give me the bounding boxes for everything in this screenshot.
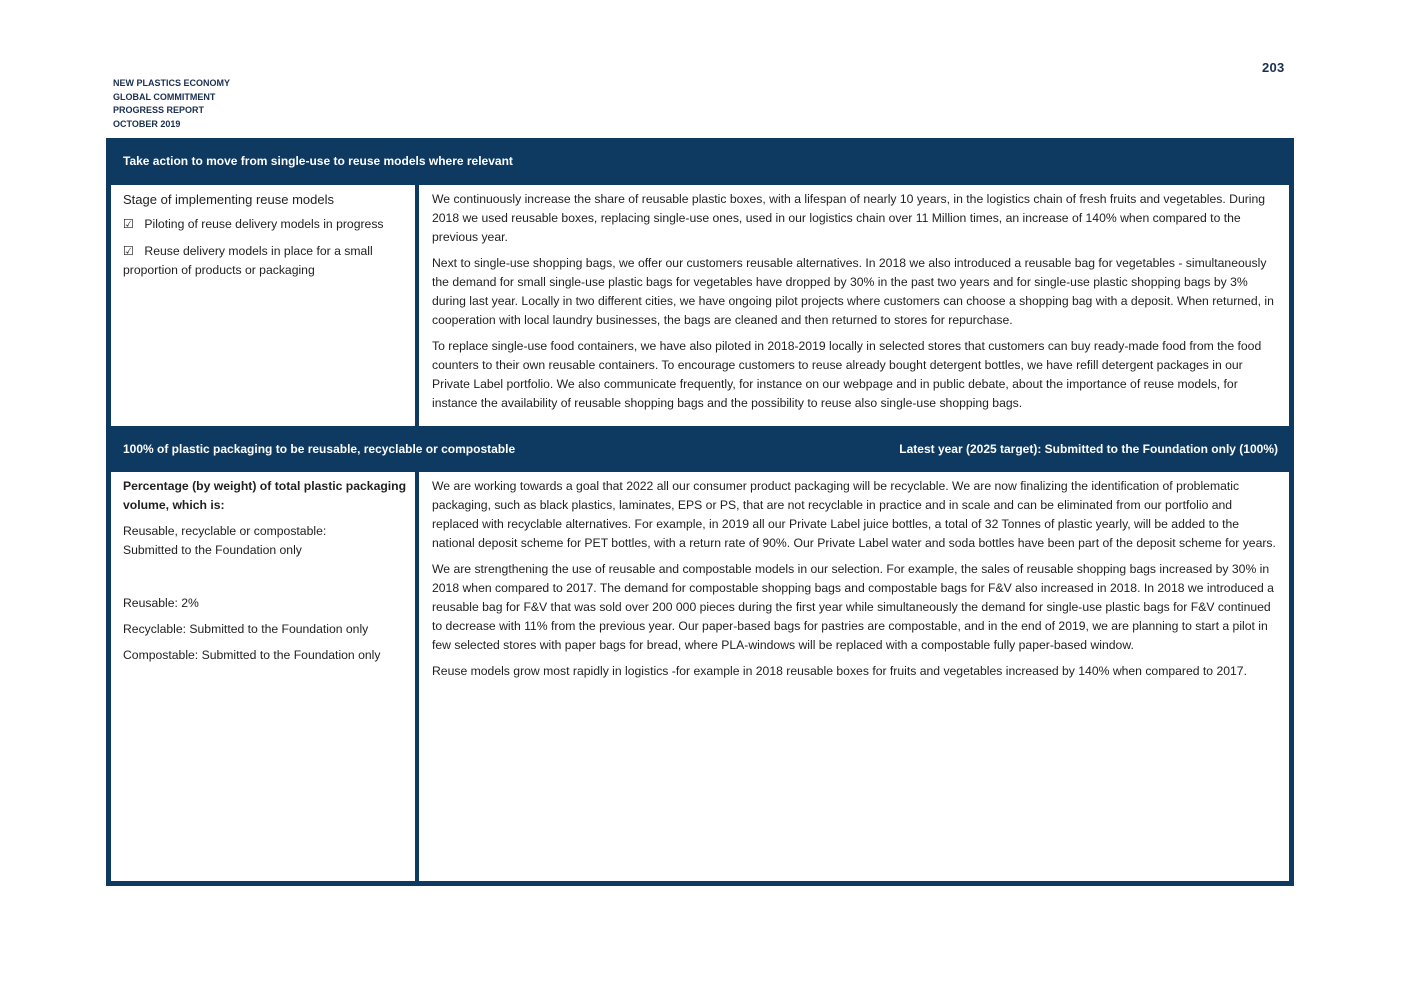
report-header	[113, 77, 230, 131]
packaging-description-cell	[419, 472, 1289, 881]
compostable-value: Compostable: Submitted to the Foundation only	[123, 648, 381, 662]
checkbox-checked-icon: ☑	[123, 244, 134, 258]
report-header-line: OCTOBER 2019	[113, 118, 181, 129]
packaging-percentage-cell	[111, 472, 415, 881]
packaging-paragraph: Reuse models grow most rapidly in logistics -for example in 2018 reusable boxes for fruits and vegetables increased by 140% when compared to 2017.	[432, 664, 1247, 678]
reuse-paragraph: Next to single-use shopping bags, we offer our customers reusable alternatives. In 2018 we also introduced a reusable bag for vegetables - simultaneously the demand for small single-use plastic bags for vegetables have dropped by 30% in the past two years and for single-use plastic shopping bags by 3% during last year. Locally in two different cities, we have ongoing pilot projects where customers can choose a shopping bag with a deposit. When returned, in cooperation with local laundry businesses, the bags are cleaned and then returned to stores for repurchase.	[432, 256, 1274, 327]
reuse-paragraph: To replace single-use food containers, we have also piloted in 2018-2019 locally in selected stores that customers can buy ready-made food from the food counters to their own reusable containers. To encourage customers to reuse already bought detergent bottles, we have refill detergent packages in our Private Label portfolio. We also communicate frequently, for instance on our webpage and in public debate, about the importance of reuse models, for instance the availability of reusable shopping bags and the possibility to reuse also single-use shopping bags.	[432, 339, 1262, 410]
page-number: 203	[1262, 60, 1285, 75]
percentage-heading: Percentage (by weight) of total plastic packaging volume, which is:	[123, 479, 407, 512]
rrc-label: Reusable, recyclable or compostable:	[123, 524, 327, 538]
checkbox-checked-icon: ☑	[123, 217, 134, 231]
report-header-line: GLOBAL COMMITMENT	[113, 91, 216, 102]
reuse-section-title: Take action to move from single-use to reuse models where relevant	[123, 154, 513, 168]
check-item	[123, 215, 407, 234]
packaging-target: Latest year (2025 target): Submitted to the Foundation only (100%)	[899, 442, 1278, 456]
report-header-line: PROGRESS REPORT	[113, 105, 205, 115]
packaging-section-title: 100% of plastic packaging to be reusable, recyclable or compostable	[123, 442, 516, 456]
reuse-section-band	[106, 138, 1294, 184]
check-item-label: Piloting of reuse delivery models in progress	[144, 217, 384, 231]
check-item-label: Reuse delivery models in place for a small proportion of products or packaging	[123, 244, 373, 277]
reuse-description-cell	[419, 185, 1289, 426]
rrc-value: Submitted to the Foundation only	[123, 543, 302, 557]
reuse-paragraph: We continuously increase the share of reusable plastic boxes, with a lifespan of nearly 10 years, in the logistics chain of fresh fruits and vegetables. During 2018 we used reusable boxes, replacing single-use ones, used in our logistics chain over 11 Million times, an increase of 140% when compared to the previous year.	[432, 192, 1266, 244]
recyclable-value: Recyclable: Submitted to the Foundation only	[123, 622, 369, 636]
packaging-paragraph: We are strengthening the use of reusable and compostable models in our selection. For example, the sales of reusable shopping bags increased by 30% in 2018 when compared to 2017. The demand for compostable shopping bags and compostable bags for F&V also increased in 2018. In 2018 we introduced a reusable bag for F&V that was sold over 200 000 pieces during the first year while simultaneously the demand for single-use plastic bags for F&V continued to decrease with 11% from the previous year. Our paper-based bags for pastries are compostable, and in the end of 2019, we are planning to start a pilot in few selected stores with paper bags for bread, where PLA-windows will be replaced with a compostable fully paper-based window.	[432, 562, 1274, 652]
report-header-line: NEW PLASTICS ECONOMY	[113, 78, 231, 88]
stage-title: Stage of implementing reuse models	[123, 192, 335, 207]
commitment-table	[106, 138, 1294, 886]
reuse-stage-cell	[111, 185, 415, 426]
packaging-paragraph: We are working towards a goal that 2022 all our consumer product packaging will be recyclable. We are now finalizing the identification of problematic packaging, such as black plastics, laminates, EPS or PS, that are not recyclable in practice and in scale and can be eliminated from our portfolio and replaced with recyclable alternatives. For example, in 2019 all our Private Label juice bottles, a total of 32 Tonnes of plastic yearly, will be added to the national deposit scheme for PET bottles, with a return rate of 90%. Our Private Label water and soda bottles have been part of the deposit scheme for years.	[432, 479, 1276, 550]
check-item	[123, 242, 407, 280]
packaging-section-band	[106, 426, 1294, 472]
reusable-value: Reusable: 2%	[123, 596, 199, 610]
